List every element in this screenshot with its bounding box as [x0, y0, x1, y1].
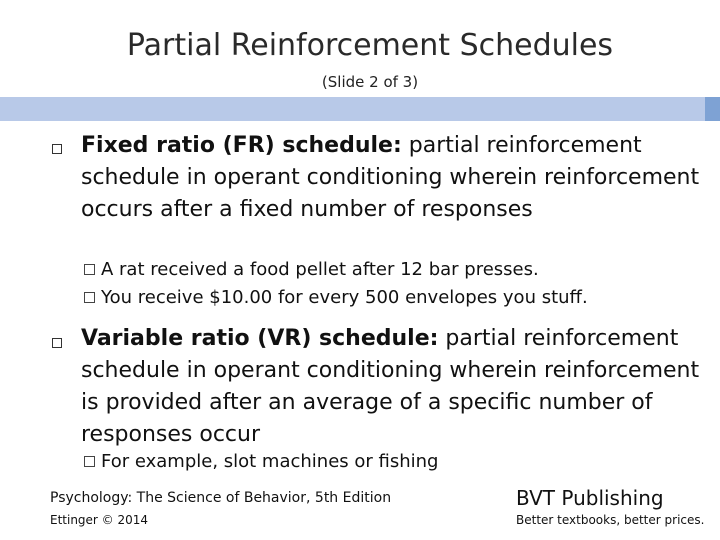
bullet-fixed-ratio: [81, 130, 711, 226]
author-copyright: Ettinger © 2014: [50, 513, 149, 527]
square-bullet-icon: [52, 144, 62, 154]
bullet-definition: partial reinforcement schedule in operant conditioning wherein reinforcement is provided after an average of a specific number of responses occur: [81, 326, 700, 447]
bullet-term: Variable ratio (VR) schedule:: [81, 326, 439, 351]
slide-title: Partial Reinforcement Schedules: [126, 28, 614, 63]
title-divider-bar: [0, 97, 705, 121]
publisher-tagline: Better textbooks, better prices.: [516, 513, 705, 527]
sub-bullet-text: You receive $10.00 for every 500 envelopes you stuff.: [101, 287, 588, 308]
sub-bullet-item: [84, 285, 588, 311]
square-sub-bullet-icon: [84, 456, 95, 467]
bullet-definition: partial reinforcement schedule in operant conditioning wherein reinforcement occurs after a fixed number of responses: [81, 133, 700, 222]
book-title: Psychology: The Science of Behavior, 5th Edition: [50, 490, 392, 506]
slide-subtitle: (Slide 2 of 3): [321, 73, 419, 91]
publisher-name: BVT Publishing: [516, 486, 664, 510]
title-divider-accent: [705, 97, 720, 121]
square-sub-bullet-icon: [84, 292, 95, 303]
sub-bullet-item: [84, 449, 438, 475]
square-sub-bullet-icon: [84, 264, 95, 275]
sub-bullet-text: For example, slot machines or fishing: [101, 451, 439, 472]
sub-bullet-text: A rat received a food pellet after 12 bar presses.: [101, 259, 539, 280]
square-bullet-icon: [52, 338, 62, 348]
sub-bullet-item: [84, 257, 539, 283]
bullet-variable-ratio: [81, 323, 711, 451]
bullet-term: Fixed ratio (FR) schedule:: [81, 133, 402, 158]
